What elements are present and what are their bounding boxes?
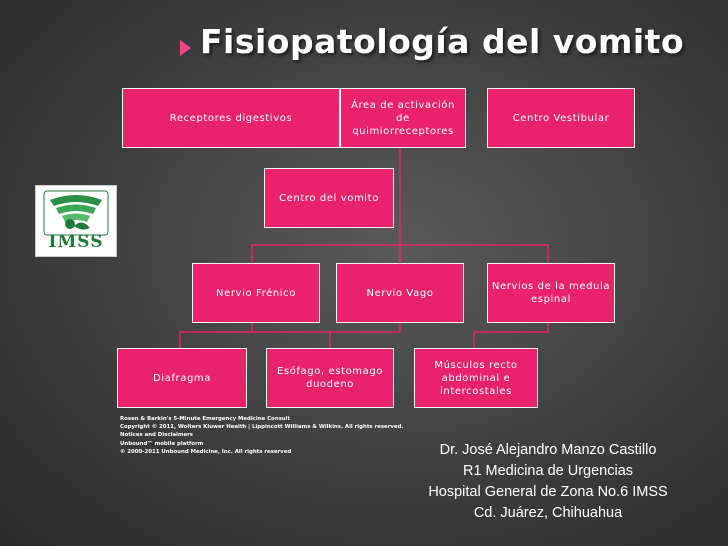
author-city: Cd. Juárez, Chihuahua: [473, 505, 623, 521]
node-area-quimiorreceptores: Área de activación de quimiorreceptores: [340, 88, 466, 148]
node-nervios-medula: Nervios de la medula espinal: [487, 263, 615, 323]
logo-text: IMSS: [48, 232, 104, 252]
node-centro-vestibular: Centro Vestibular: [487, 88, 635, 148]
node-centro-vomito: Centro del vomito: [264, 168, 394, 228]
reference-line: Copyright © 2011, Wolters Kluwer Health | Lippincott Williams & Wilkins. All rights reserved.: [120, 424, 404, 431]
imss-logo: [35, 185, 117, 257]
node-nervio-frenico: Nervio Frénico: [192, 263, 320, 323]
author-role: R1 Medicina de Urgencias: [462, 463, 634, 479]
reference-line: Rosen & Barkin's 5-Minute Emergency Medicine Consult: [120, 416, 291, 422]
node-diafragma: Diafragma: [117, 348, 247, 408]
node-esofago-estomago-duodeno: Esófago, estomago duodeno: [266, 348, 394, 408]
reference-line: © 2000-2011 Unbound Medicine, Inc. All rights reserved: [120, 448, 292, 455]
reference-line: Notices and Disclaimers: [120, 432, 193, 439]
author-name: Dr. José Alejandro Manzo Castillo: [439, 442, 657, 458]
node-nervio-vago: Nervio Vago: [336, 263, 464, 323]
author-block: [388, 440, 708, 524]
imss-eagle-icon: [36, 188, 116, 238]
slide-title: Fisiopatología del vomito: [200, 22, 685, 61]
author-hospital: Hospital General de Zona No.6 IMSS: [428, 484, 668, 500]
reference-block: [120, 415, 403, 456]
reference-line: Unbound™ mobile platform: [120, 440, 204, 447]
node-musculos: Músculos recto abdominal e intercostales: [414, 348, 538, 408]
node-receptores-digestivos: Receptores digestivos: [122, 88, 340, 148]
